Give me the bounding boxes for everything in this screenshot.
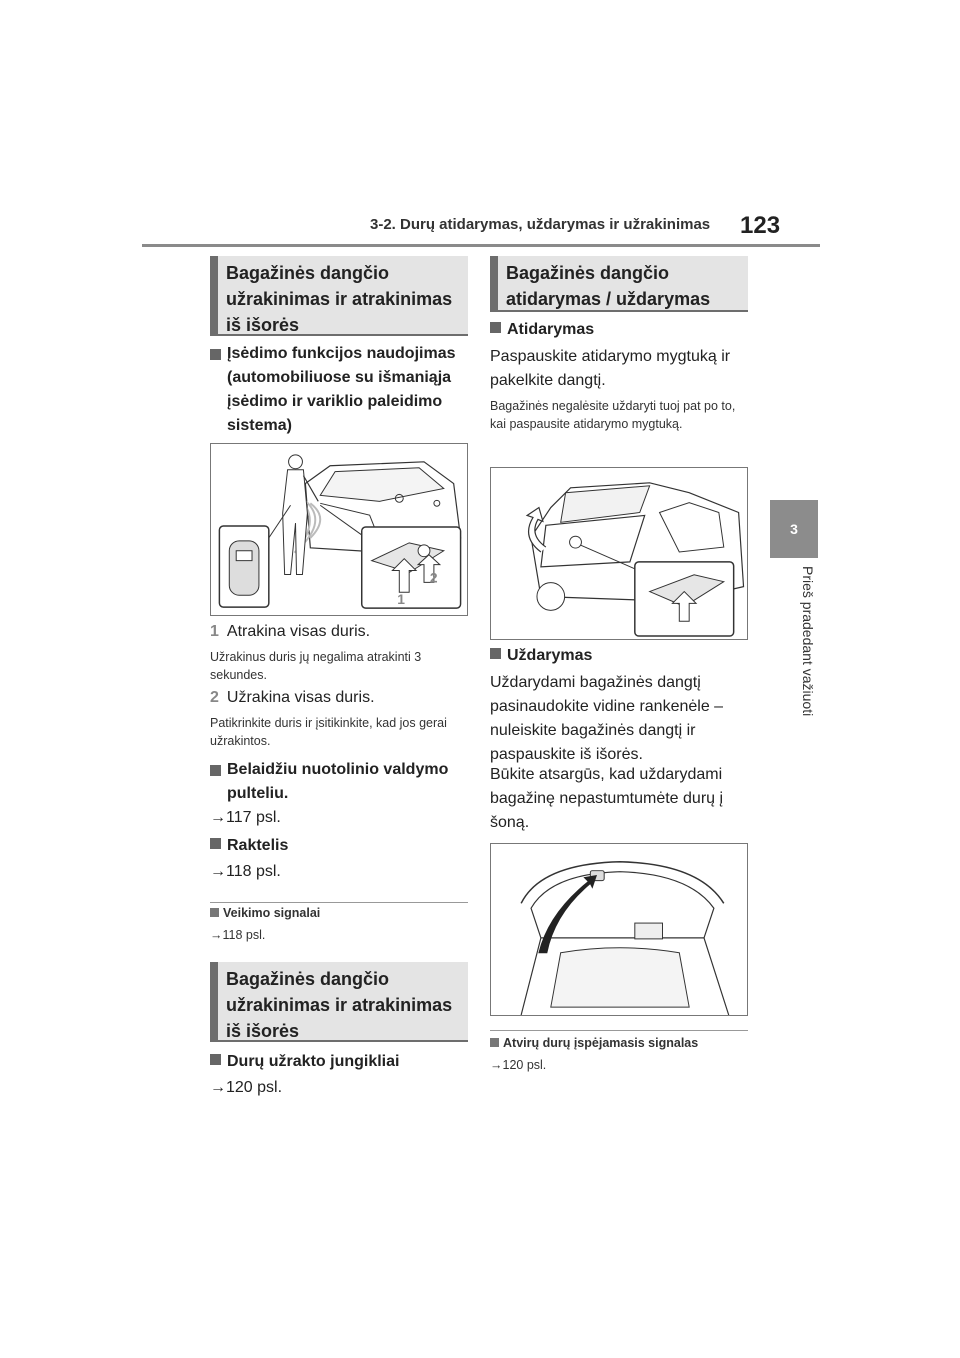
smart-entry-heading (210, 342, 468, 438)
item-1-text: Atrakina visas duris. (226, 623, 371, 640)
bullet-square-icon (210, 349, 221, 360)
signals-heading-text: Veikimo signalai (223, 906, 321, 920)
lock-switch-heading (210, 1050, 468, 1074)
smart-entry-illustration (211, 444, 467, 615)
figure-opening (490, 467, 748, 640)
item-1-number: 1 (210, 623, 219, 640)
warning-heading-text: Atvirų durų įspėjamasis signalas (503, 1036, 699, 1050)
section-title-lock-unlock-2: Bagažinės dangčio užrakinimas ir atrakinimas iš išorės (210, 962, 468, 1042)
figure-smart-entry (210, 443, 468, 616)
opening-heading-text: Atidarymas (507, 321, 595, 338)
lock-switch-reference: →120 psl. (210, 1079, 283, 1096)
closing-caution: Būkite atsargūs, kad uždarydami bagažinę nepastumtumėte durų į šoną. (490, 766, 724, 831)
bullet-square-icon (210, 765, 221, 776)
opening-note: Bagažinės negalėsite uždaryti tuoj pat po to, kai paspausite atidarymo mygtuką. (490, 399, 736, 431)
section-title-lock-unlock: Bagažinės dangčio užrakinimas ir atrakinimas iš išorės (210, 256, 468, 336)
item-1-note: Užrakinus duris jų negalima atrakinti 3 sekundes. (210, 650, 422, 682)
opening-text: Paspauskite atidarymo mygtuką ir pakelkite dangtį. (490, 348, 731, 389)
closing-text: Uždarydami bagažinės dangtį pasinaudokite vidine rankenėle – nuleiskite bagažinės dangtį ir paspauskite iš išorės. (490, 674, 724, 763)
page-number: 123 (740, 212, 781, 239)
bullet-square-icon (210, 1054, 221, 1065)
signals-reference: →118 psl. (210, 928, 266, 942)
wireless-heading (210, 758, 468, 806)
key-heading (210, 834, 468, 858)
item-2-text: Užrakina visas duris. (226, 689, 375, 706)
signals-heading (210, 906, 320, 920)
divider (490, 1030, 748, 1031)
item-2-note: Patikrinkite duris ir įsitikinkite, kad jos gerai užrakintos. (210, 716, 447, 748)
closing-illustration (491, 844, 747, 1015)
header-rule (142, 244, 820, 247)
section-title-open-close: Bagažinės dangčio atidarymas / uždarymas (490, 256, 748, 312)
item-1 (210, 620, 468, 644)
closing-heading (490, 644, 748, 668)
bullet-square-icon (210, 838, 221, 849)
key-heading-text: Raktelis (227, 837, 289, 854)
opening-heading (490, 318, 748, 342)
wireless-heading-text: Belaidžiu nuotolinio valdymo pulteliu. (227, 761, 449, 802)
wireless-reference: →117 psl. (210, 809, 281, 826)
lock-switch-heading-text: Durų užrakto jungikliai (227, 1053, 400, 1070)
bullet-square-icon (490, 1038, 499, 1047)
item-2-number: 2 (210, 689, 219, 706)
chapter-label-text: Prieš pradedant važiuoti (800, 566, 816, 717)
bullet-square-icon (210, 908, 219, 917)
warning-heading (490, 1036, 698, 1050)
smart-entry-heading-text: Įsėdimo funkcijos naudojimas (automobiliuose su išmaniąja įsėdimo ir variklio paleidimo sistema) (227, 345, 456, 434)
warning-reference: →120 psl. (490, 1058, 547, 1072)
chapter-tab: 3 (770, 500, 818, 558)
chapter-label (796, 566, 820, 736)
item-2 (210, 686, 468, 710)
figure1-label-2: 2 (429, 569, 438, 586)
bullet-square-icon (490, 648, 501, 659)
figure-closing (490, 843, 748, 1016)
opening-illustration (491, 468, 747, 639)
key-reference: →118 psl. (210, 863, 281, 880)
figure1-label-1: 1 (397, 591, 406, 608)
bullet-square-icon (490, 322, 501, 333)
closing-heading-text: Uždarymas (507, 647, 593, 664)
section-header-title: 3-2. Durų atidarymas, uždarymas ir užrakinimas (370, 216, 711, 233)
divider (210, 902, 468, 903)
